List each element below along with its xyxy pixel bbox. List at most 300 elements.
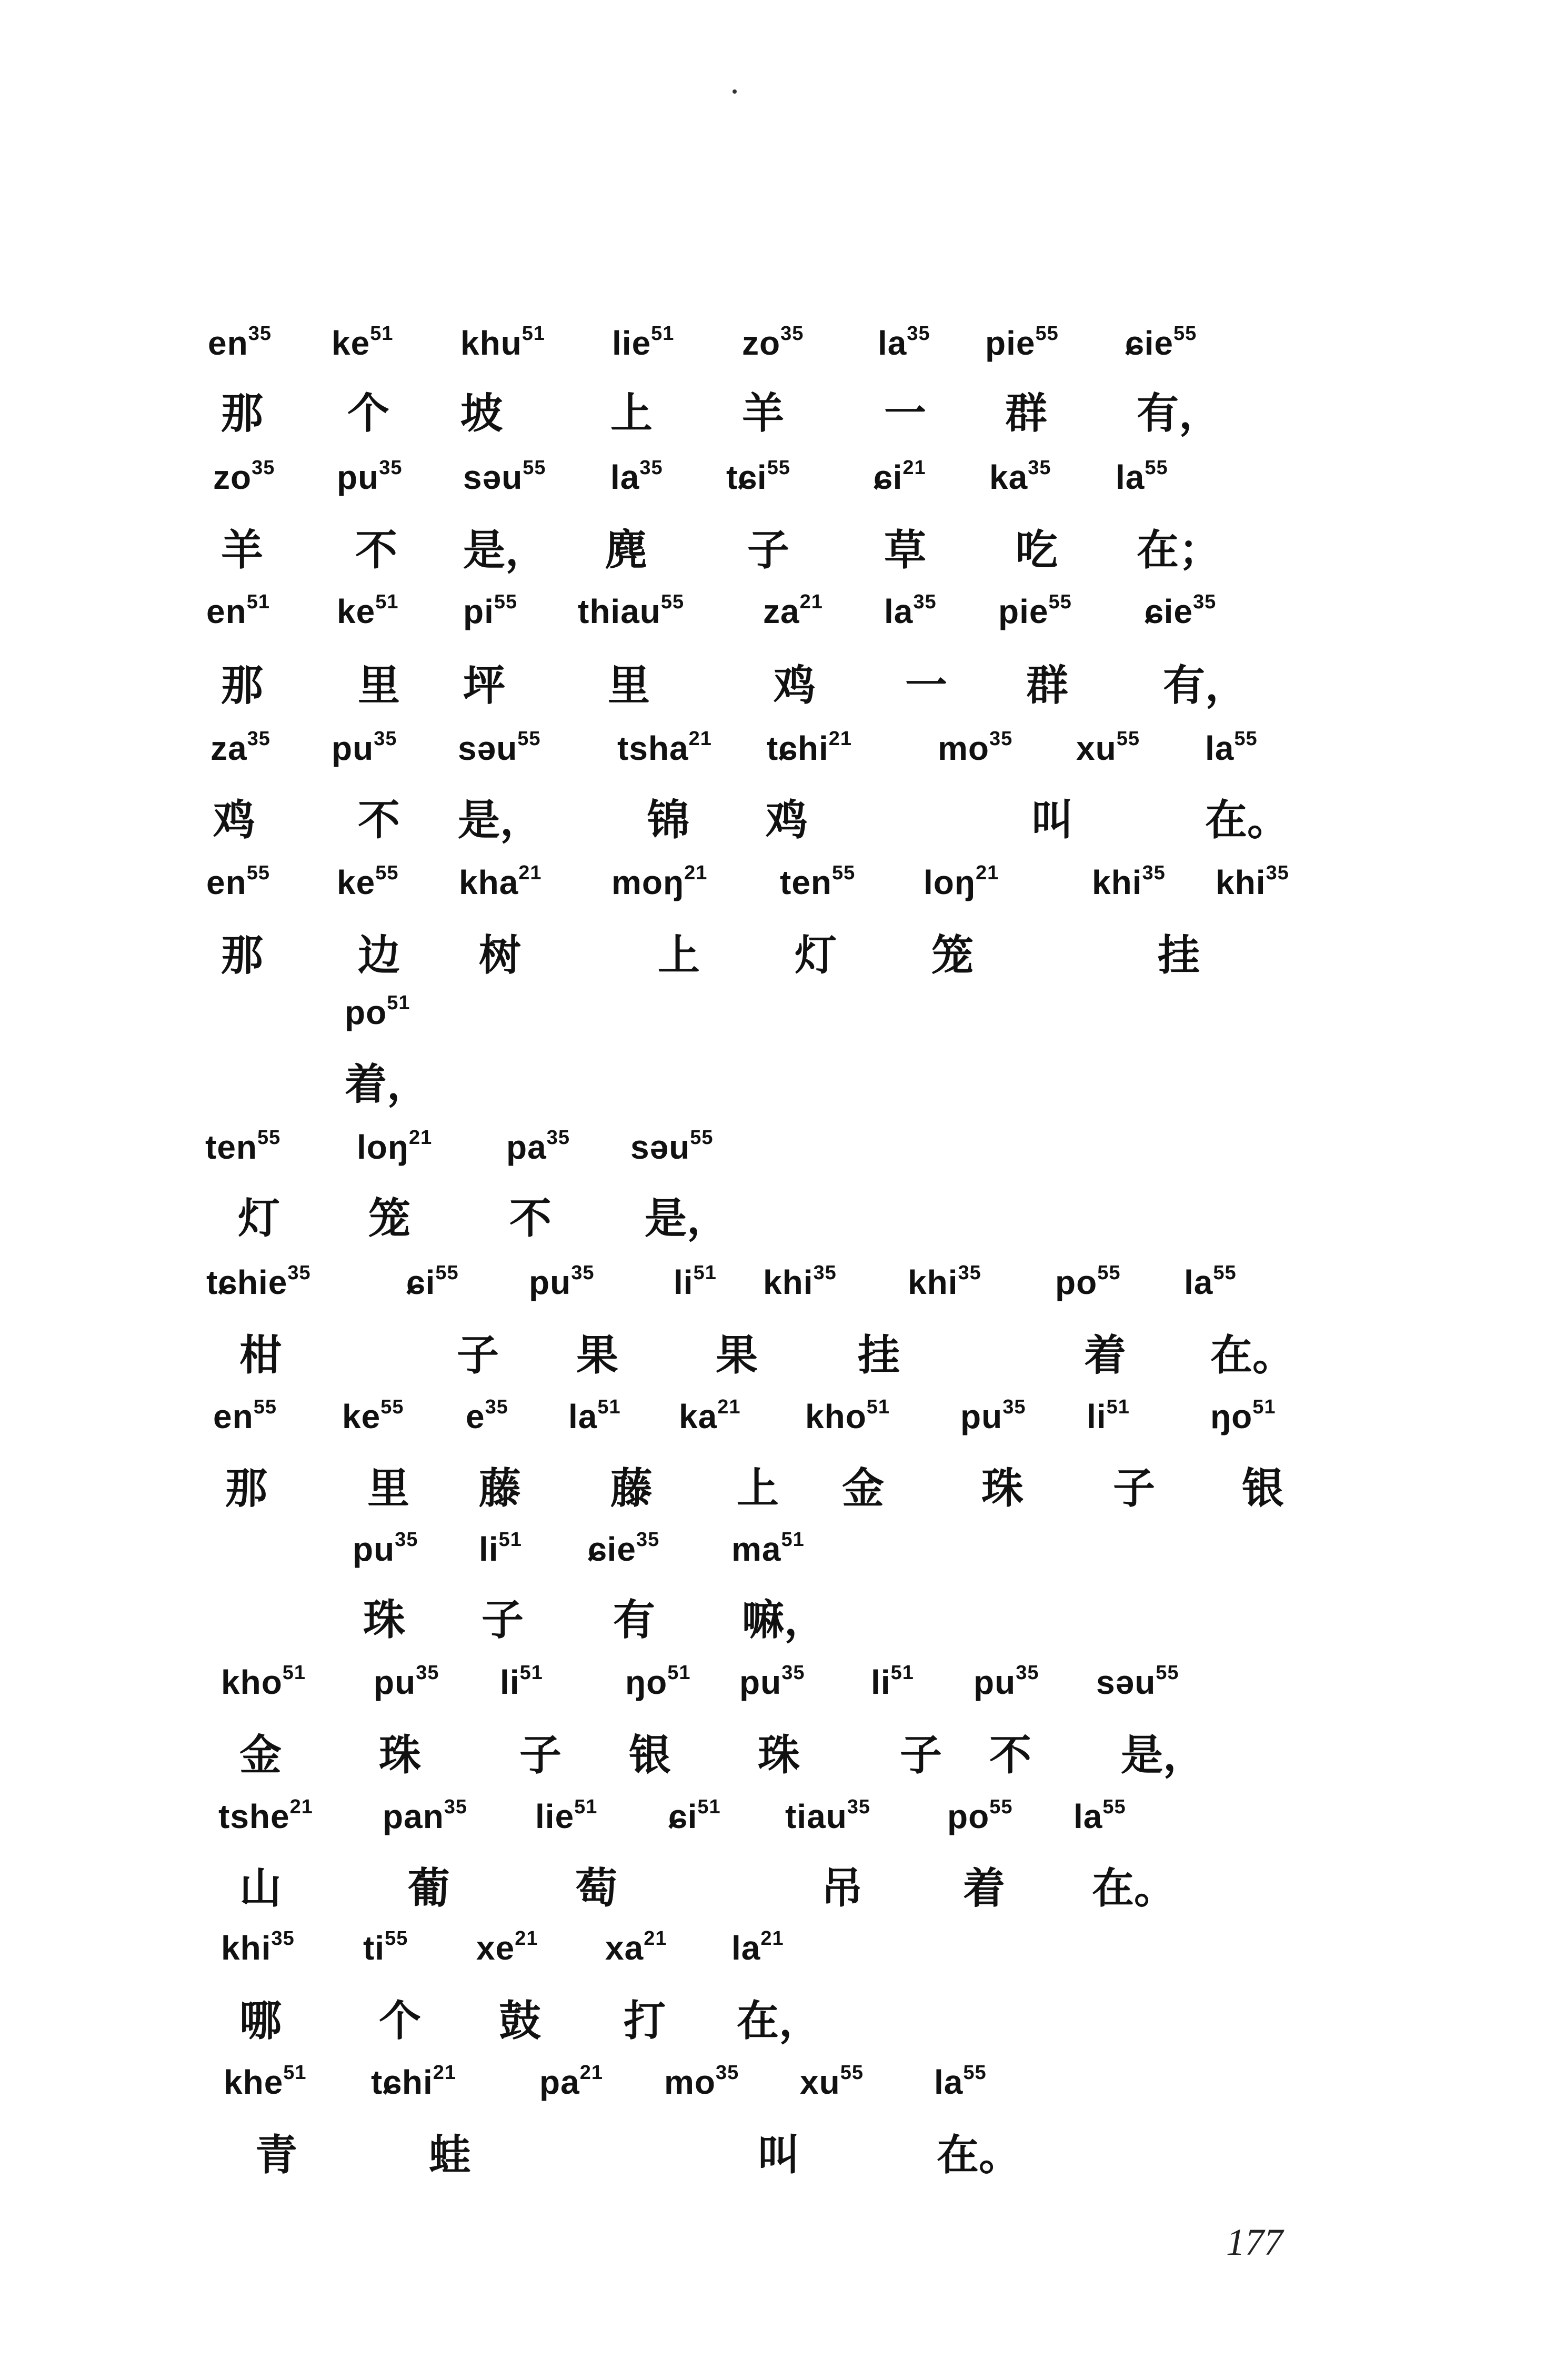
syllable-base: la <box>1116 458 1145 496</box>
chinese-word: 子 <box>457 1330 499 1380</box>
syllable-base: pu <box>739 1663 782 1701</box>
tone-number: 21 <box>717 1396 741 1418</box>
chinese-word: 子 <box>481 1595 524 1644</box>
syllable <box>224 2062 307 2101</box>
syllable <box>337 862 399 901</box>
syllable <box>460 323 546 362</box>
tone-number: 51 <box>693 1262 717 1284</box>
syllable <box>213 1396 277 1435</box>
tone-number: 55 <box>494 591 518 613</box>
syllable-base: ma <box>731 1530 781 1568</box>
tone-number: 35 <box>913 591 937 613</box>
chinese-word: 鸡 <box>766 795 808 845</box>
scan-speck <box>733 89 737 94</box>
chinese-gloss-line <box>0 660 1565 727</box>
tone-number: 55 <box>1102 1796 1126 1818</box>
tone-number: 35 <box>546 1127 570 1149</box>
romanization-line <box>0 1262 1565 1329</box>
syllable-base: ŋo <box>1210 1398 1253 1435</box>
tone-number: 21 <box>799 591 823 613</box>
syllable-base: pi <box>463 593 494 630</box>
chinese-word: 柑 <box>239 1330 282 1380</box>
tone-number: 35 <box>247 728 270 750</box>
syllable-base: tɕhie <box>206 1263 288 1301</box>
chinese-word: 树 <box>479 930 521 980</box>
syllable-base: pu <box>337 458 379 496</box>
syllable <box>1055 1262 1121 1301</box>
syllable-base: ka <box>989 458 1028 496</box>
syllable-base: xu <box>1076 729 1117 767</box>
romanization-line <box>0 728 1565 795</box>
chinese-word: 个 <box>379 1996 421 2045</box>
romanization-line <box>0 2062 1565 2128</box>
tone-number: 55 <box>246 862 270 884</box>
chinese-word: 上 <box>610 388 653 438</box>
syllable-base: ɕi <box>406 1263 436 1301</box>
syllable <box>679 1396 741 1435</box>
chinese-word: 是， <box>458 795 542 845</box>
syllable <box>588 1529 660 1568</box>
romanization-line <box>0 591 1565 658</box>
chinese-word: 灯 <box>795 930 837 980</box>
tone-number: 35 <box>1016 1662 1039 1684</box>
syllable-base: səu <box>458 729 518 767</box>
tone-number: 35 <box>636 1529 660 1551</box>
chinese-word: 在。 <box>1205 795 1289 845</box>
chinese-word: 银 <box>1242 1463 1284 1513</box>
tone-number: 51 <box>574 1796 598 1818</box>
tone-number: 21 <box>579 2062 603 2084</box>
syllable-base: səu <box>630 1128 690 1166</box>
chinese-word: 挂 <box>858 1330 900 1380</box>
tone-number: 55 <box>1234 728 1258 750</box>
syllable <box>374 1662 439 1701</box>
tone-number: 55 <box>375 862 399 884</box>
syllable <box>763 1262 837 1301</box>
tone-number: 51 <box>651 323 675 345</box>
syllable-base: xa <box>605 1929 644 1967</box>
syllable-base: xu <box>800 2063 840 2101</box>
tone-number: 35 <box>1266 862 1289 884</box>
syllable <box>871 1662 914 1701</box>
tone-number: 55 <box>1173 323 1197 345</box>
tone-number: 55 <box>767 457 790 479</box>
syllable <box>924 862 999 901</box>
chinese-word: 在。 <box>937 2130 1021 2180</box>
tone-number: 35 <box>716 2062 739 2084</box>
tone-number: 51 <box>521 323 546 345</box>
syllable-base: la <box>731 1929 761 1967</box>
tone-number: 51 <box>519 1662 543 1684</box>
chinese-gloss-line <box>0 1330 1565 1397</box>
chinese-word: 藤 <box>610 1463 653 1513</box>
tone-number: 51 <box>370 323 394 345</box>
tone-number: 35 <box>379 457 403 479</box>
syllable-base: tshe <box>218 1797 290 1835</box>
tone-number: 55 <box>1035 323 1059 345</box>
syllable <box>406 1262 459 1301</box>
syllable-base: ka <box>679 1398 718 1435</box>
syllable-base: la <box>878 324 907 362</box>
tone-number: 35 <box>444 1796 468 1818</box>
syllable <box>664 2062 739 2101</box>
syllable <box>463 457 546 496</box>
chinese-word: 灯 <box>238 1193 280 1243</box>
syllable <box>780 862 856 901</box>
syllable <box>578 591 685 630</box>
tone-number: 21 <box>515 1927 538 1950</box>
chinese-word: 坡 <box>460 388 503 438</box>
syllable-base: kho <box>221 1663 283 1701</box>
syllable-base: za <box>210 729 247 767</box>
syllable-base: səu <box>463 458 523 496</box>
syllable <box>1125 323 1197 362</box>
syllable <box>1074 1796 1126 1835</box>
syllable <box>800 2062 864 2101</box>
tone-number: 21 <box>289 1796 313 1818</box>
syllable <box>630 1127 714 1166</box>
syllable-base: ten <box>780 863 832 901</box>
syllable <box>1184 1262 1237 1301</box>
chinese-word: 打 <box>624 1996 666 2045</box>
syllable-base: ke <box>332 324 370 362</box>
tone-number: 55 <box>660 591 685 613</box>
syllable <box>1210 1396 1276 1435</box>
syllable-base: ɕie <box>1145 593 1193 630</box>
syllable-base: thiau <box>578 593 661 630</box>
tone-number: 35 <box>287 1262 311 1284</box>
syllable <box>539 2062 603 2101</box>
chinese-word: 麂 <box>605 525 647 575</box>
romanization-line <box>0 323 1565 389</box>
chinese-gloss-line <box>0 2130 1565 2197</box>
syllable <box>985 323 1059 362</box>
chinese-word: 不 <box>989 1730 1031 1780</box>
syllable <box>625 1662 691 1701</box>
chinese-word: 羊 <box>742 388 784 438</box>
tone-number: 55 <box>1145 457 1168 479</box>
syllable <box>974 1662 1039 1701</box>
syllable <box>206 1262 311 1301</box>
chinese-word: 是， <box>463 525 547 575</box>
tone-number: 35 <box>847 1796 871 1818</box>
syllable-base: tɕi <box>726 458 767 496</box>
chinese-word: 金 <box>239 1730 282 1780</box>
tone-number: 35 <box>907 323 930 345</box>
tone-number: 21 <box>975 862 999 884</box>
tone-number: 55 <box>523 457 546 479</box>
romanization-line <box>0 1796 1565 1863</box>
syllable-base: khi <box>1092 863 1142 901</box>
syllable-base: en <box>206 863 247 901</box>
syllable <box>742 323 804 362</box>
tone-number: 51 <box>781 1529 805 1551</box>
syllable-base: ŋo <box>625 1663 668 1701</box>
chinese-word: 珠 <box>981 1463 1024 1513</box>
syllable <box>1092 862 1166 901</box>
chinese-word: 群 <box>1026 660 1068 710</box>
syllable <box>221 1927 295 1967</box>
syllable <box>1205 728 1258 767</box>
syllable <box>371 2062 457 2101</box>
page-number: 177 <box>1226 2221 1283 2263</box>
chinese-word: 嘛， <box>742 1595 826 1644</box>
chinese-gloss-line <box>0 388 1565 455</box>
chinese-word: 藤 <box>479 1463 521 1513</box>
syllable-base: pie <box>998 593 1049 630</box>
tone-number: 35 <box>780 323 804 345</box>
syllable <box>998 591 1072 630</box>
syllable-base: li <box>1087 1398 1107 1435</box>
syllable <box>479 1529 522 1568</box>
tone-number: 21 <box>684 862 708 884</box>
tone-number: 21 <box>688 728 712 750</box>
chinese-word: 不 <box>509 1193 551 1243</box>
syllable-base: la <box>1205 729 1235 767</box>
tone-number: 35 <box>781 1662 805 1684</box>
syllable <box>363 1927 408 1967</box>
syllable <box>568 1396 621 1435</box>
chinese-word: 一 <box>884 388 926 438</box>
syllable-base: khi <box>1216 863 1266 901</box>
syllable <box>342 1396 404 1435</box>
syllable-base: ke <box>337 593 376 630</box>
chinese-word: 有， <box>1163 660 1247 710</box>
chinese-word: 珠 <box>379 1730 421 1780</box>
tone-number: 55 <box>690 1127 714 1149</box>
syllable-base: ke <box>337 863 376 901</box>
syllable <box>208 323 272 362</box>
tone-number: 51 <box>283 2062 307 2084</box>
syllable <box>763 591 823 630</box>
syllable <box>476 1927 538 1967</box>
chinese-gloss-line <box>0 1863 1565 1930</box>
syllable <box>617 728 712 767</box>
syllable-base: en <box>213 1398 254 1435</box>
chinese-word: 挂 <box>1158 930 1200 980</box>
tone-number: 35 <box>271 1927 295 1950</box>
syllable <box>459 862 542 901</box>
syllable <box>206 591 270 630</box>
tone-number: 35 <box>639 457 663 479</box>
romanization-line <box>0 1529 1565 1595</box>
syllable-base: ɕi <box>668 1797 698 1835</box>
syllable-base: kho <box>805 1398 867 1435</box>
romanization-line <box>0 1662 1565 1729</box>
syllable-base: səu <box>1096 1663 1156 1701</box>
romanization-line <box>0 1396 1565 1463</box>
tone-number: 35 <box>252 457 275 479</box>
syllable-base: khe <box>224 2063 284 2101</box>
chinese-word: 上 <box>737 1463 779 1513</box>
tone-number: 35 <box>571 1262 595 1284</box>
syllable <box>1076 728 1140 767</box>
syllable-base: pa <box>539 2063 580 2101</box>
tone-number: 51 <box>1252 1396 1276 1418</box>
tone-number: 51 <box>890 1662 914 1684</box>
tone-number: 55 <box>435 1262 459 1284</box>
syllable <box>934 2062 987 2101</box>
chinese-word: 子 <box>1113 1463 1155 1513</box>
tone-number: 51 <box>498 1529 522 1551</box>
syllable-base: pu <box>353 1530 395 1568</box>
tone-number: 55 <box>1116 728 1140 750</box>
syllable <box>611 862 708 901</box>
chinese-word: 那 <box>221 930 263 980</box>
tone-number: 51 <box>1106 1396 1130 1418</box>
syllable <box>938 728 1013 767</box>
syllable-base: kha <box>459 863 519 901</box>
chinese-word: 珠 <box>363 1595 405 1644</box>
syllable <box>221 1662 306 1701</box>
chinese-gloss-line <box>0 930 1565 997</box>
chinese-word: 叫 <box>1031 795 1074 845</box>
chinese-word: 葡 <box>408 1863 450 1913</box>
chinese-gloss-line <box>0 795 1565 862</box>
syllable <box>731 1927 784 1967</box>
syllable-base: khu <box>460 324 522 362</box>
syllable <box>878 323 930 362</box>
syllable-base: pan <box>383 1797 444 1835</box>
chinese-word: 萄 <box>575 1863 617 1913</box>
chinese-word: 不 <box>355 525 397 575</box>
tone-number: 51 <box>597 1396 621 1418</box>
chinese-gloss-line <box>0 1996 1565 2063</box>
syllable <box>612 323 675 362</box>
syllable <box>1096 1662 1179 1701</box>
tone-number: 35 <box>374 728 397 750</box>
tone-number: 55 <box>1097 1262 1121 1284</box>
syllable <box>674 1262 717 1301</box>
syllable-base: moŋ <box>611 863 685 901</box>
syllable <box>337 591 399 630</box>
romanization-line <box>0 862 1565 929</box>
syllable <box>785 1796 871 1835</box>
tone-number: 51 <box>246 591 270 613</box>
syllable-base: khi <box>221 1929 272 1967</box>
tone-number: 51 <box>282 1662 306 1684</box>
syllable-base: loŋ <box>924 863 976 901</box>
chinese-word: 鼓 <box>499 1996 541 2045</box>
syllable <box>1087 1396 1130 1435</box>
chinese-word: 那 <box>221 660 263 710</box>
syllable <box>458 728 541 767</box>
syllable-base: la <box>1184 1263 1213 1301</box>
tone-number: 35 <box>1142 862 1166 884</box>
chinese-word: 珠 <box>758 1730 800 1780</box>
chinese-word: 青 <box>255 2130 297 2180</box>
syllable-base: mo <box>664 2063 716 2101</box>
tone-number: 21 <box>433 2062 457 2084</box>
tone-number: 35 <box>989 728 1013 750</box>
syllable <box>353 1529 418 1568</box>
syllable-base: ɕi <box>874 458 903 496</box>
syllable <box>337 457 403 496</box>
chinese-word: 子 <box>900 1730 942 1780</box>
syllable <box>332 323 394 362</box>
syllable-base: la <box>610 458 640 496</box>
syllable <box>874 457 926 496</box>
chinese-word: 笼 <box>368 1193 410 1243</box>
syllable <box>960 1396 1026 1435</box>
syllable <box>210 728 270 767</box>
romanization-line <box>0 1127 1565 1193</box>
syllable <box>767 728 852 767</box>
syllable-base: za <box>763 593 800 630</box>
chinese-word: 蛙 <box>429 2130 471 2180</box>
syllable <box>668 1796 721 1835</box>
syllable <box>989 457 1051 496</box>
tone-number: 21 <box>408 1127 433 1149</box>
tone-number: 55 <box>963 2062 987 2084</box>
chinese-gloss-line <box>0 1059 1565 1126</box>
chinese-word: 笼 <box>931 930 974 980</box>
chinese-word: 子 <box>519 1730 561 1780</box>
chinese-word: 吊 <box>821 1863 863 1913</box>
syllable-base: lie <box>535 1797 575 1835</box>
syllable <box>213 457 275 496</box>
tone-number: 55 <box>840 2062 864 2084</box>
syllable <box>947 1796 1013 1835</box>
tone-number: 35 <box>1192 591 1217 613</box>
chinese-word: 山 <box>239 1863 282 1913</box>
chinese-word: 是， <box>1121 1730 1205 1780</box>
syllable <box>500 1662 543 1701</box>
syllable-base: ke <box>342 1398 381 1435</box>
syllable-base: tsha <box>617 729 689 767</box>
syllable-base: khi <box>763 1263 814 1301</box>
chinese-word: 子 <box>747 525 789 575</box>
syllable <box>466 1396 508 1435</box>
syllable-base: zo <box>213 458 252 496</box>
chinese-word: 群 <box>1005 388 1047 438</box>
syllable-base: la <box>884 593 914 630</box>
chinese-word: 一 <box>905 660 947 710</box>
syllable-base: ti <box>363 1929 385 1967</box>
chinese-word: 果 <box>576 1330 618 1380</box>
syllable <box>884 591 937 630</box>
syllable-base: po <box>345 993 387 1031</box>
tone-number: 21 <box>518 862 542 884</box>
syllable-base: zo <box>742 324 781 362</box>
syllable-base: la <box>568 1398 598 1435</box>
syllable <box>805 1396 890 1435</box>
tone-number: 35 <box>248 323 272 345</box>
tone-number: 55 <box>1156 1662 1179 1684</box>
syllable <box>205 1127 281 1166</box>
chinese-word: 哪 <box>239 1996 282 2045</box>
chinese-word: 着 <box>963 1863 1005 1913</box>
romanization-line <box>0 457 1565 524</box>
chinese-word: 在。 <box>1210 1330 1295 1380</box>
tone-number: 55 <box>1213 1262 1237 1284</box>
tone-number: 55 <box>380 1396 404 1418</box>
chinese-word: 有 <box>613 1595 655 1644</box>
tone-number: 55 <box>989 1796 1013 1818</box>
syllable <box>605 1927 667 1967</box>
syllable <box>610 457 663 496</box>
syllable-base: pu <box>960 1398 1003 1435</box>
tone-number: 55 <box>1048 591 1072 613</box>
syllable-base: pie <box>985 324 1036 362</box>
chinese-word: 是， <box>645 1193 729 1243</box>
syllable-base: pu <box>974 1663 1016 1701</box>
chinese-word: 个 <box>347 388 389 438</box>
chinese-gloss-line <box>0 1730 1565 1797</box>
syllable-base: lie <box>612 324 651 362</box>
syllable <box>529 1262 595 1301</box>
tone-number: 21 <box>760 1927 784 1950</box>
